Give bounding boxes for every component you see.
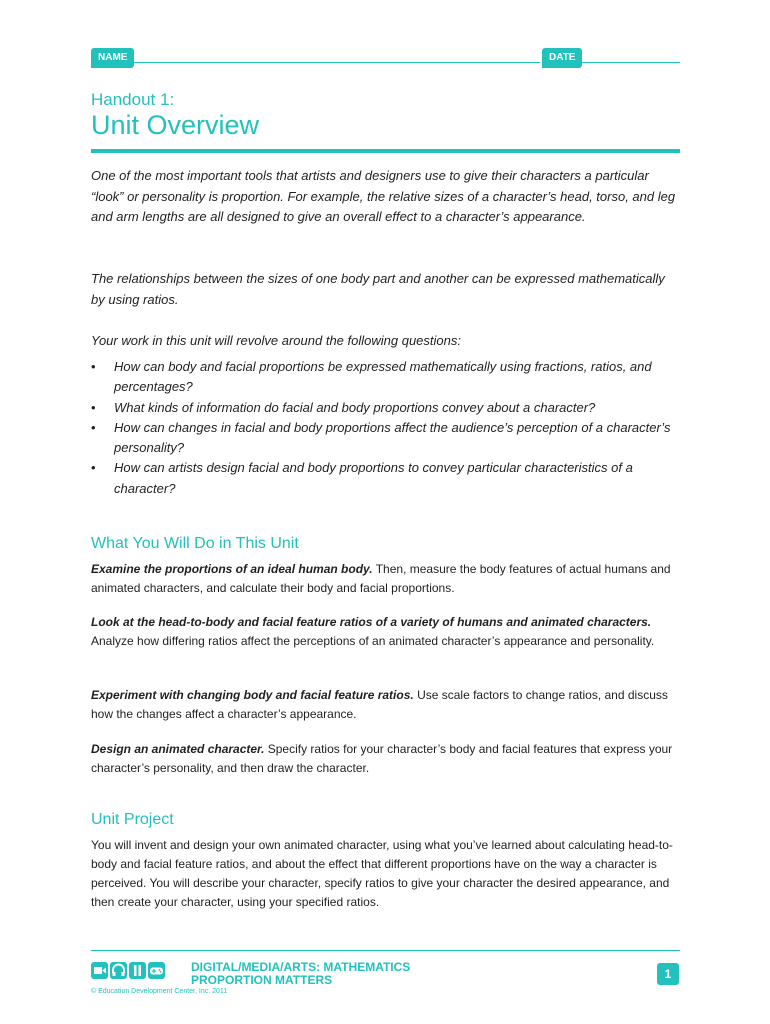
unit-project-paragraph: You will invent and design your own animated character, using what you’ve learned about calculating head-to-body and facial feature ratios, and about the effect that different proportions have on the way a character is perceived. You will describe your character, specify ratios to give your character the desired appearance, and then create your character, using your specified ratios. <box>91 838 673 909</box>
footer-icons <box>91 962 165 979</box>
name-line <box>91 62 540 63</box>
activity-lead: Look at the head-to-body and facial feature ratios of a variety of humans and animated characters. <box>91 615 652 629</box>
list-item: • How can body and facial proportions be expressed mathematically using fractions, ratios, and percentages? <box>91 357 681 398</box>
activity-text: Use scale factors to change ratios, and discuss how the changes affect a character’s appearance. <box>91 688 668 721</box>
activity-paragraph <box>91 740 681 778</box>
activity-text: Specify ratios for your character’s body and facial features that express your character’s personality, and then draw the character. <box>91 742 673 775</box>
activity-lead: Design an animated character. <box>91 742 265 756</box>
activity-text: Then, measure the body features of actual humans and animated characters, and calculate their body and facial proportions. <box>91 562 671 595</box>
headphones-icon <box>110 962 127 979</box>
activity-paragraph <box>91 560 681 598</box>
list-item: • How can artists design facial and body proportions to convey particular characteristics of a character? <box>91 458 681 499</box>
title-rule <box>91 149 680 153</box>
intro-paragraph-2: The relationships between the sizes of one body part and another can be expressed mathematically by using ratios. <box>91 271 665 307</box>
activity-lead: Examine the proportions of an ideal human body. <box>91 562 373 576</box>
handout-label: Handout 1: <box>91 90 175 109</box>
date-label: DATE <box>542 48 582 68</box>
gamepad-icon <box>148 962 165 979</box>
page-number: 1 <box>657 963 679 985</box>
footer-series: DIGITAL/MEDIA/ARTS: MATHEMATICS <box>191 960 411 974</box>
activity-paragraph <box>91 613 681 651</box>
activity-text: Analyze how differing ratios affect the perceptions of an animated character’s appearance and personality. <box>91 634 655 648</box>
pencil-icon <box>129 962 146 979</box>
footer-rule <box>91 950 680 951</box>
section-heading-unit-project: Unit Project <box>91 811 174 828</box>
section-heading-what-you-will-do: What You Will Do in This Unit <box>91 535 299 552</box>
activity-lead: Experiment with changing body and facial feature ratios. <box>91 688 414 702</box>
name-label: NAME <box>91 48 134 68</box>
activity-paragraph <box>91 686 681 724</box>
copyright: © Education Development Center, Inc. 2011 <box>91 988 228 995</box>
questions-list <box>91 357 681 499</box>
page-title: Unit Overview <box>91 110 260 140</box>
intro-paragraph-3: Your work in this unit will revolve around the following questions: <box>91 333 461 348</box>
list-item: • How can changes in facial and body proportions affect the audience’s perception of a character’s personality? <box>91 418 681 459</box>
footer-title <box>191 961 410 987</box>
list-item: • What kinds of information do facial and body proportions convey about a character? <box>91 398 681 418</box>
intro-paragraph-1: One of the most important tools that artists and designers use to give their characters a particular “look” or personality is proportion. For example, the relative sizes of a character’s head, torso, and leg and arm lengths are all designed to give an overall effect to a character’s appearance. <box>91 168 676 224</box>
footer-unit: PROPORTION MATTERS <box>191 973 333 987</box>
film-icon <box>91 962 108 979</box>
